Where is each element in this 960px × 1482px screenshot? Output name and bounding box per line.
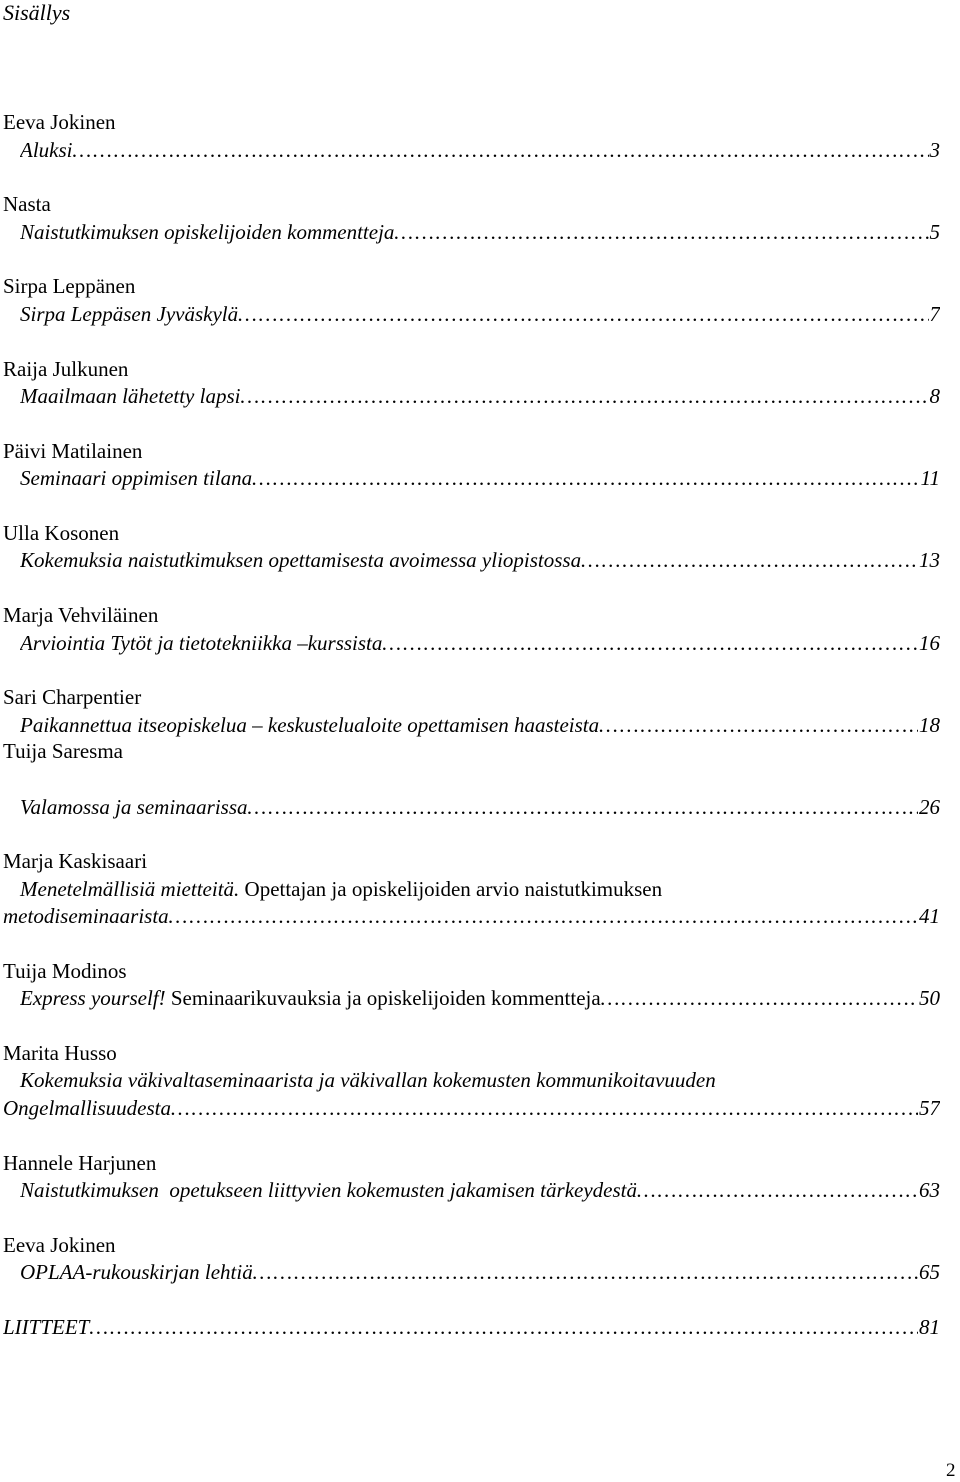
toc-entry-title — [20, 985, 601, 1011]
dot-leader — [252, 465, 919, 491]
toc-entry-title: Valamossa ja seminaarissa — [20, 795, 248, 819]
toc-entry-title-upright: Seminaarikuvauksia ja opiskelijoiden kommentteja — [170, 986, 601, 1010]
toc-entry-title: Seminaari oppimisen tilana — [20, 466, 253, 490]
dot-leader — [637, 1177, 918, 1203]
toc-entry-title: Arviointia Tytöt ja tietotekniikka –kurssista — [20, 631, 383, 655]
toc-entry-title: Kokemuksia naistutkimuksen opettamisesta avoimessa yliopistossa — [20, 548, 582, 572]
toc-page-number: 81 — [919, 1315, 940, 1339]
toc-page-number: 11 — [920, 466, 940, 490]
toc-page-number: 7 — [929, 302, 940, 326]
toc-page-number: 50 — [919, 986, 940, 1010]
toc-author: Marja Kaskisaari — [3, 849, 148, 873]
toc-page-number: 8 — [929, 384, 940, 408]
toc-entry-title: Sirpa Leppäsen Jyväskylä — [20, 302, 239, 326]
toc-author: Nasta — [3, 192, 51, 216]
toc-author: Tuija Modinos — [3, 959, 127, 983]
toc-entry-title: Aluksi — [20, 138, 73, 162]
toc-author: Raija Julkunen — [3, 357, 129, 381]
toc-author: Hannele Harjunen — [3, 1151, 157, 1175]
toc-page-number: 13 — [919, 548, 940, 572]
dot-leader — [169, 903, 918, 929]
toc-entry-title: Maailmaan lähetetty lapsi — [20, 384, 241, 408]
toc-author: Eeva Jokinen — [3, 1233, 116, 1257]
toc-entry[interactable] — [0, 1314, 940, 1340]
toc-entry[interactable] — [0, 794, 940, 820]
toc-entry-title-italic: Express yourself! — [20, 986, 171, 1010]
dot-leader — [248, 794, 918, 820]
toc-entry-title: Naistutkimuksen opetukseen liittyvien kokemusten jakamisen tärkeydestä — [20, 1178, 637, 1202]
toc-entry[interactable] — [0, 547, 940, 573]
toc-page-number: 65 — [919, 1260, 940, 1284]
dot-leader — [599, 712, 918, 738]
toc-author: Päivi Matilainen — [3, 439, 143, 463]
toc-page-number: 18 — [919, 713, 940, 737]
toc-page-number: 16 — [919, 631, 940, 655]
dot-leader — [73, 137, 929, 163]
toc-page-number: 57 — [919, 1096, 940, 1120]
dot-leader — [238, 301, 928, 327]
toc-entry[interactable] — [0, 219, 940, 245]
toc-entry-title-upright: Opettajan ja opiskelijoiden arvio naistutkimuksen — [244, 877, 663, 901]
toc-page-number: 3 — [929, 138, 940, 162]
dot-leader — [601, 985, 918, 1011]
dot-leader — [581, 547, 918, 573]
toc-entry[interactable] — [0, 712, 940, 738]
toc-entry[interactable] — [0, 903, 940, 929]
toc-author: Sirpa Leppänen — [3, 274, 136, 298]
toc-entry-title: OPLAA-rukouskirjan lehtiä — [20, 1260, 253, 1284]
toc-author: Eeva Jokinen — [3, 110, 116, 134]
toc-entry[interactable] — [0, 630, 940, 656]
page-title: Sisällys — [3, 0, 71, 25]
toc-page-number: 26 — [919, 795, 940, 819]
toc-entry[interactable] — [0, 465, 940, 491]
toc-entry-title-line — [20, 1067, 716, 1093]
dot-leader — [382, 630, 918, 656]
toc-entry-title: LIITTEET — [3, 1315, 90, 1339]
toc-entry[interactable] — [0, 301, 940, 327]
toc-entry-title-italic: Kokemuksia väkivaltaseminaarista ja väkivallan kokemusten kommunikoitavuuden — [20, 1068, 716, 1092]
toc-entry[interactable] — [0, 137, 940, 163]
toc-entry-title-italic: Menetelmällisiä mietteitä. — [20, 877, 245, 901]
toc-page-number: 41 — [919, 904, 940, 928]
toc-entry[interactable] — [0, 985, 940, 1011]
toc-entry-title: metodiseminaarista — [3, 904, 169, 928]
dot-leader — [240, 383, 928, 409]
toc-entry[interactable] — [0, 1259, 940, 1285]
dot-leader — [394, 219, 928, 245]
toc-entry-title: Ongelmallisuudesta — [3, 1096, 171, 1120]
toc-author: Tuija Saresma — [3, 739, 123, 763]
toc-entry-title: Paikannettua itseopiskelua – keskustelualoite opettamisen haasteista — [20, 713, 600, 737]
toc-entry-title-line — [20, 876, 662, 902]
toc-entry[interactable] — [0, 1177, 940, 1203]
page-number: 2 — [946, 1460, 956, 1481]
toc-entry[interactable] — [0, 383, 940, 409]
toc-author: Marja Vehviläinen — [3, 603, 159, 627]
toc-author: Marita Husso — [3, 1041, 117, 1065]
toc-page-number: 63 — [919, 1178, 940, 1202]
dot-leader — [89, 1314, 918, 1340]
toc-page-number: 5 — [929, 220, 940, 244]
dot-leader — [171, 1095, 918, 1121]
toc-entry[interactable] — [0, 1095, 940, 1121]
toc-author: Ulla Kosonen — [3, 521, 120, 545]
toc-author: Sari Charpentier — [3, 685, 142, 709]
dot-leader — [253, 1259, 918, 1285]
toc-entry-title: Naistutkimuksen opiskelijoiden kommentteja — [20, 220, 395, 244]
